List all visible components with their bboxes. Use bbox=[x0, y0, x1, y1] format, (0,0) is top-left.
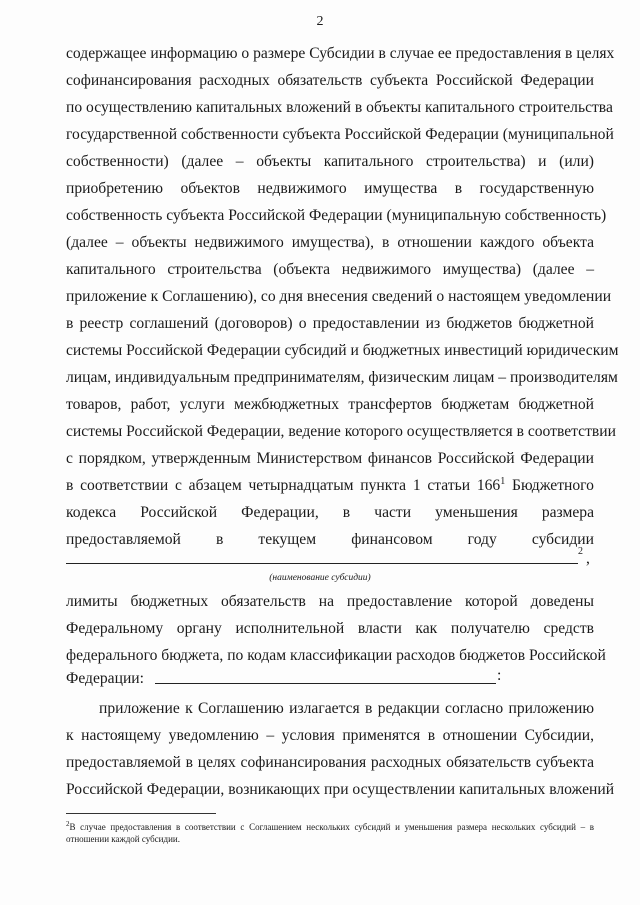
body-line: лимиты бюджетных обязательств на предоставление которой доведены bbox=[66, 593, 594, 610]
federation-colon: : bbox=[497, 667, 502, 684]
fill-footnote-mark: 2 bbox=[578, 546, 583, 557]
article-prefix: в соответствии с абзацем четырнадцатым пункта 1 статьи 166 bbox=[66, 477, 501, 494]
body-line: приобретению объектов недвижимого имущества в государственную bbox=[66, 180, 594, 197]
expense-code-blank[interactable] bbox=[155, 683, 496, 684]
footnote-mark: 2 bbox=[66, 820, 70, 828]
body-line: системы Российской Федерации субсидий и бюджетных инвестиций юридическим bbox=[66, 342, 619, 359]
subsidy-name-blank[interactable] bbox=[66, 563, 578, 564]
footnote-separator bbox=[66, 813, 216, 814]
federation-label: Федерации: bbox=[66, 670, 144, 687]
body-line: по осуществлению капитальных вложений в объекты капитального строительства bbox=[66, 99, 613, 116]
subsidy-caption: (наименование субсидии) bbox=[269, 573, 371, 583]
footnote bbox=[66, 821, 594, 845]
body-line: приложение к Соглашению), со дня внесения сведений о настоящем уведомлении bbox=[66, 288, 612, 305]
body-line: федерального бюджета, по кодам классификации расходов бюджетов Российской bbox=[66, 647, 606, 664]
body-line: предоставляемой в текущем финансовом году субсидии bbox=[66, 531, 594, 548]
body-line: Федеральному органу исполнительной власти как получателю средств bbox=[66, 620, 594, 637]
page-number: 2 bbox=[316, 14, 324, 29]
body-line: содержащее информацию о размере Субсидии в случае ее предоставления в целях bbox=[66, 45, 615, 62]
body-line: собственность субъекта Российской Федерации (муниципальную собственность) bbox=[66, 207, 607, 224]
body-line: собственности) (далее – объекты капитального строительства) и (или) bbox=[66, 153, 594, 170]
article-suffix: Бюджетного bbox=[505, 477, 594, 494]
body-line: лицам, индивидуальным предпринимателям, физическим лицам – производителям bbox=[66, 369, 618, 386]
body-line: (далее – объекты недвижимого имущества), в отношении каждого объекта bbox=[66, 234, 594, 251]
footnote-text: В случае предоставления в соответствии с Соглашением нескольких субсидий и уменьшения размера нескольких субсидий – в отношении каждой субсидии. bbox=[66, 822, 594, 844]
paragraph-line: к настоящему уведомлению – условия применятся в отношении Субсидии, bbox=[66, 727, 594, 744]
body-line-article bbox=[66, 476, 594, 496]
body-line: софинансирования расходных обязательств субъекта Российской Федерации bbox=[66, 72, 594, 89]
body-line: в реестр соглашений (договоров) о предоставлении из бюджетов бюджетной bbox=[66, 315, 594, 332]
paragraph-line: приложение к Соглашению излагается в редакции согласно приложению bbox=[99, 700, 594, 717]
body-line: товаров, работ, услуги межбюджетных трансфертов бюджетам бюджетной bbox=[66, 396, 594, 413]
body-line: капитального строительства (объекта недвижимого имущества) (далее – bbox=[66, 261, 594, 278]
article-superscript: 1 bbox=[500, 475, 506, 487]
body-line: кодекса Российской Федерации, в части уменьшения размера bbox=[66, 504, 594, 521]
fill-comma: , bbox=[586, 550, 590, 567]
paragraph-line: предоставляемой в целях софинансирования расходных обязательств субъекта bbox=[66, 754, 594, 771]
paragraph-line: Российской Федерации, возникающих при осуществлении капитальных вложений bbox=[66, 781, 615, 798]
body-line: системы Российской Федерации, ведение которого осуществляется в соответствии bbox=[66, 423, 616, 440]
body-line: с порядком, утвержденным Министерством финансов Российской Федерации bbox=[66, 450, 594, 467]
body-line: государственной собственности субъекта Российской Федерации (муниципальной bbox=[66, 126, 614, 143]
